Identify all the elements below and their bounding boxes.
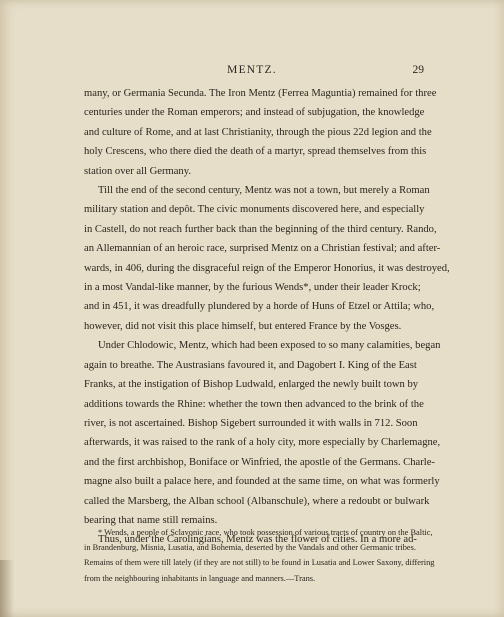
text-line: river, is not ascertained. Bishop Sigebert surrounded it with walls in 712. Soon [84,417,418,429]
text-line: and the first archbishop, Boniface or Winfried, the apostle of the Germans. Charle- [84,456,435,468]
footnote-line: * Wends, a people of Sclavonic race, who took possession of various tracts of country on the Baltic, [98,528,433,537]
paragraph-2 [84,181,450,336]
text-line: magne also built a palace here, and founded at the same time, on what was formerly [84,476,440,488]
body-text [84,84,450,550]
text-line: however, did not visit this place himself, but entered France by the Vosges. [84,320,402,332]
footnote-line: from the neighbouring inhabitants in language and manners.—Trans. [84,573,316,583]
text-line: in a most Vandal-like manner, by the furious Wends*, under their leader Krock; [84,282,421,294]
running-title: MENTZ. [227,64,277,76]
text-line: centuries under the Roman emperors; and instead of subjugation, the knowledge [84,107,425,119]
footnote-line: Remains of them were till lately (if they are not still) to be found in Lusatia and Lower Saxony, differing [84,558,435,568]
paragraph-1 [84,84,437,181]
text-line: bearing that name still remains. [84,514,218,526]
page-edge-stain [0,560,14,617]
text-line: again to breathe. The Austrasians favoured it, and Dagobert I. King of the East [84,359,417,371]
text-line: additions towards the Rhine: whether the town then advanced to the brink of the [84,398,424,410]
text-line: military station and depôt. The civic monuments discovered here, and especially [84,204,425,216]
page-header [0,64,504,80]
paragraph-3 [84,336,441,530]
text-line: and in 451, it was dreadfully plundered by a horde of Huns of Etzel or Attila; who, [84,301,435,313]
text-line: Till the end of the second century, Mentz was not a town, but merely a Roman [98,185,430,197]
text-line: called the Marsberg, the Alban school (Albanschule), where a redoubt or bulwark [84,495,430,507]
page-number: 29 [412,64,424,76]
text-line: station over all Germany. [84,165,191,177]
footnote [84,525,435,586]
footnote-line: in Brandenburg, Misnia, Lusatia, and Bohemia, deserted by the Vandals and other Germanic tribes. [84,543,416,553]
text-line: holy Crescens, who there died the death of a martyr, spread themselves from this [84,146,427,158]
text-line: many, or Germania Secunda. The Iron Mentz (Ferrea Maguntia) remained for three [84,88,437,99]
text-line: afterwards, it was raised to the rank of a holy city, more especially by Charlemagne, [84,437,441,449]
text-line: wards, in 406, during the disgraceful reign of the Emperor Honorius, it was destroyed, [84,262,450,274]
text-line: Under Chlodowic, Mentz, which had been exposed to so many calamities, began [98,340,441,352]
text-line: in Castell, do not reach further back than the beginning of the third century. Rando, [84,223,437,235]
text-line: Thus, under the Carolingians, Mentz was the flower of cities. In a more ad- [98,534,417,546]
text-line: and culture of Rome, and at last Christianity, through the pious 22d legion and the [84,126,432,138]
text-line: an Allemannian of an heroic race, surprised Mentz on a Christian festival; and after- [84,243,441,255]
text-line: Franks, at the instigation of Bishop Ludwald, enlarged the newly built town by [84,379,419,391]
